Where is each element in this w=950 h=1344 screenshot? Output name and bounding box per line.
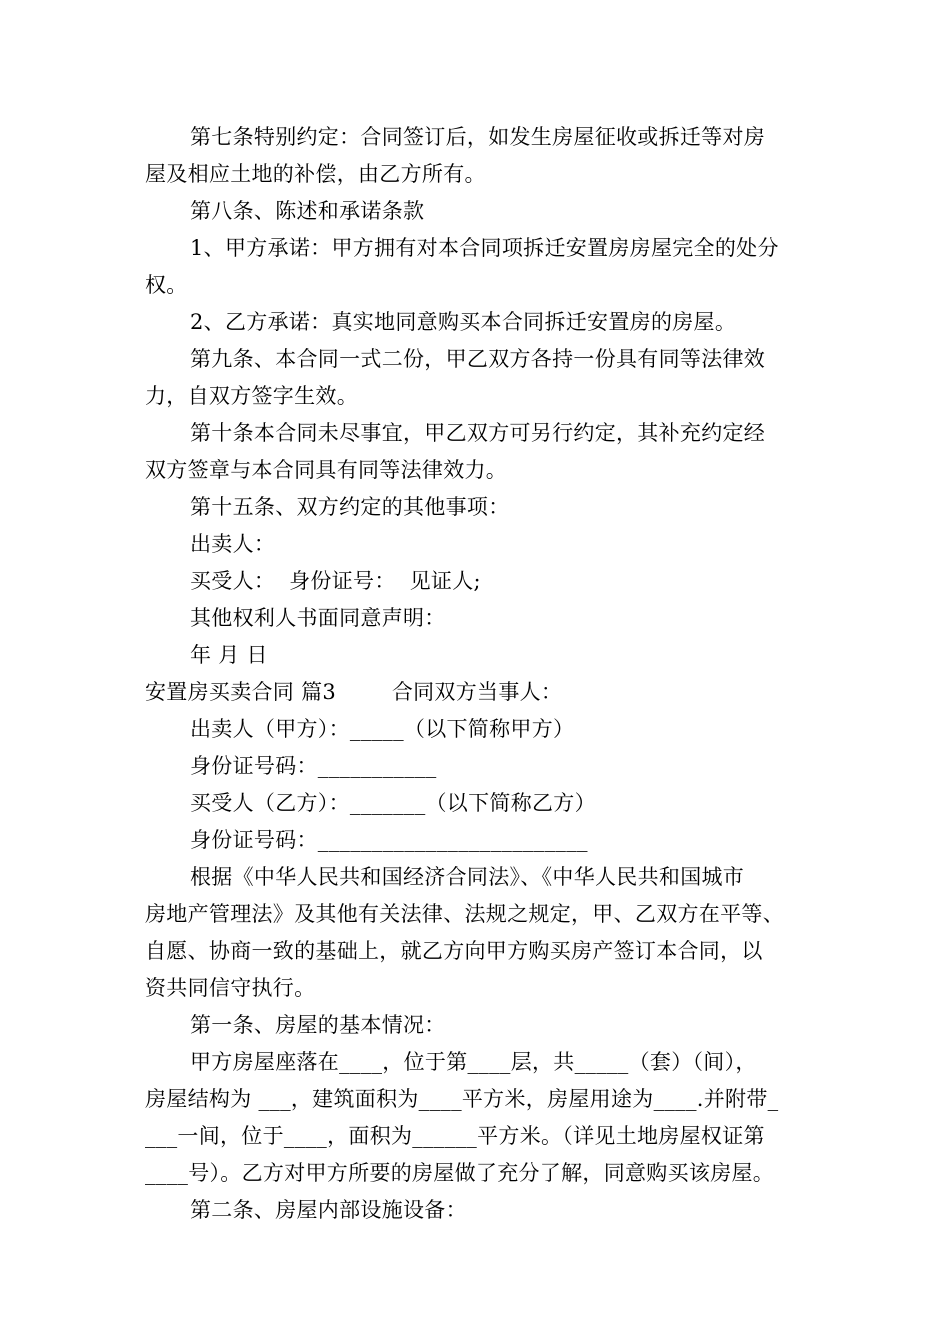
party-b-commitment: 2、乙方承诺：真实地同意购买本合同拆迁安置房的房屋。 xyxy=(190,310,737,334)
article-2-heading: 第二条、房屋内部设施设备： xyxy=(190,1198,467,1222)
article-7-line-2: 屋及相应土地的补偿，由乙方所有。 xyxy=(145,162,486,186)
property-info-line-2: 房屋结构为 ___，建筑面积为____平方米，房屋用途为____.并附带_ xyxy=(145,1087,779,1111)
article-10-line-2: 双方签章与本合同具有同等法律效力。 xyxy=(145,458,508,482)
article-9-line-2: 力，自双方签字生效。 xyxy=(145,384,358,408)
other-rights-holder-line: 其他权利人书面同意声明： xyxy=(190,606,446,630)
preamble-line-2: 房地产管理法》及其他有关法律、法规之规定，甲、乙双方在平等、 xyxy=(145,902,784,926)
seller-id-line: 身份证号码：___________ xyxy=(190,754,437,778)
property-info-line-4: ____号）。乙方对甲方所要的房屋做了充分了解，同意购买该房屋。 xyxy=(145,1161,775,1185)
article-7-line-1: 第七条特别约定：合同签订后，如发生房屋征收或拆迁等对房 xyxy=(190,125,766,149)
party-a-commitment-line-2: 权。 xyxy=(145,273,188,297)
buyer-party-b-line: 买受人（乙方）：_______（以下简称乙方） xyxy=(190,791,596,815)
buyer-id-line: 身份证号码：_________________________ xyxy=(190,828,588,852)
property-info-line-1: 甲方房屋座落在____，位于第____层，共_____（套）（间）， xyxy=(190,1050,757,1074)
date-line: 年 月 日 xyxy=(190,643,268,667)
article-15-heading: 第十五条、双方约定的其他事项： xyxy=(190,495,510,519)
article-8-heading: 第八条、陈述和承诺条款 xyxy=(190,199,425,223)
preamble-line-4: 资共同信守执行。 xyxy=(145,976,316,1000)
article-10-line-1: 第十条本合同未尽事宜，甲乙双方可另行约定，其补充约定经 xyxy=(190,421,766,445)
seller-signature-line: 出卖人： xyxy=(190,532,276,556)
article-1-heading: 第一条、房屋的基本情况： xyxy=(190,1013,446,1037)
preamble-line-3: 自愿、协商一致的基础上，就乙方向甲方购买房产签订本合同，以 xyxy=(145,939,763,963)
article-9-line-1: 第九条、本合同一式二份，甲乙双方各持一份具有同等法律效 xyxy=(190,347,766,371)
seller-party-a-line: 出卖人（甲方）：_____（以下简称甲方） xyxy=(190,717,575,741)
contract-3-title: 安置房买卖合同 篇3 合同双方当事人： xyxy=(145,680,563,704)
property-info-line-3: ___一间，位于____，面积为______平方米。（详见土地房屋权证第 xyxy=(145,1124,765,1148)
buyer-signature-line: 买受人： 身份证号： 见证人; xyxy=(190,569,481,593)
preamble-line-1: 根据《中华人民共和国经济合同法》、《中华人民共和国城市 xyxy=(190,865,745,889)
party-a-commitment-line-1: 1、甲方承诺：甲方拥有对本合同项拆迁安置房房屋完全的处分 xyxy=(190,236,779,260)
